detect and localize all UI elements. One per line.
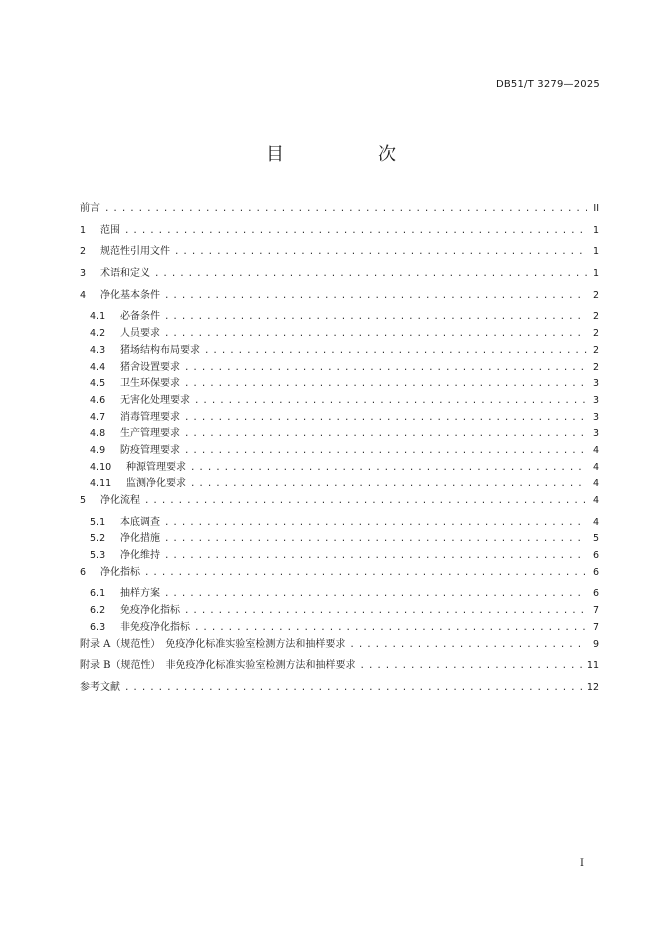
toc-entry-label: 抽样方案	[120, 588, 160, 600]
dot-leader	[124, 223, 587, 239]
toc-entry-page: 6	[592, 566, 599, 578]
toc-entry-page: 5	[592, 533, 599, 545]
toc-entry-page: 7	[592, 605, 599, 617]
toc-entry-label: 消毒管理要求	[120, 411, 180, 423]
toc-entry-label: 猪场结构布局要求	[120, 344, 200, 356]
toc-entry-number: 4.11	[90, 478, 112, 490]
toc-entry[interactable]	[80, 343, 599, 360]
toc-entry-number: 4.4	[90, 361, 106, 373]
dot-leader	[184, 603, 587, 619]
toc-entry-page: 2	[592, 344, 599, 356]
toc-entry-page: 3	[592, 378, 599, 390]
toc-entry-label: 净化指标	[100, 566, 140, 578]
dot-leader	[144, 493, 587, 509]
document-code: DB51/T 3279—2025	[495, 79, 600, 90]
toc-entry[interactable]	[80, 548, 599, 565]
toc-entry-page: 4	[592, 516, 599, 528]
toc-entry[interactable]	[80, 476, 599, 493]
dot-leader	[164, 586, 587, 602]
toc-entry-number: 4	[80, 289, 87, 301]
toc-entry-page: 4	[592, 444, 599, 456]
toc-entry[interactable]	[80, 426, 599, 443]
dot-leader	[104, 201, 587, 217]
toc-entry-label: 净化维持	[120, 550, 160, 562]
toc-entry-number: 6	[80, 566, 87, 578]
toc-entry-number: 4.8	[90, 428, 106, 440]
toc-entry-label: 净化流程	[100, 495, 140, 506]
toc-entry-label: 净化基本条件	[100, 289, 160, 301]
dot-leader	[349, 637, 587, 653]
dot-leader	[184, 426, 587, 442]
toc-entry-page: 4	[592, 478, 599, 490]
toc-entry-page: 7	[592, 621, 599, 633]
toc-entry-label: 非免疫净化指标	[120, 621, 190, 633]
toc-entry[interactable]	[80, 493, 599, 515]
toc-entry-number: 5.2	[90, 533, 106, 545]
toc-entry-label: 净化措施	[120, 533, 160, 545]
toc-entry-page: 4	[592, 461, 599, 473]
toc-entry-page: 2	[592, 289, 599, 301]
toc-entry[interactable]	[80, 201, 599, 223]
toc-entry-label: 范围	[100, 224, 120, 236]
toc-entry-number: 2	[80, 246, 87, 258]
toc-entry-number: 4.3	[90, 344, 106, 356]
toc-entry[interactable]	[80, 393, 599, 410]
toc-entry[interactable]	[80, 326, 599, 343]
dot-leader	[174, 244, 587, 260]
toc-entry-page: 3	[592, 411, 599, 423]
toc-entry-number: 5	[80, 495, 87, 506]
toc-entry-page: 9	[592, 638, 599, 650]
toc-entry[interactable]	[80, 460, 599, 477]
toc-entry[interactable]	[80, 565, 599, 587]
dot-leader	[194, 620, 587, 636]
toc-entry[interactable]	[80, 410, 599, 427]
toc-entry[interactable]	[80, 360, 599, 377]
dot-leader	[154, 266, 587, 282]
toc-entry-number: 4.1	[90, 311, 106, 323]
toc-entry[interactable]	[80, 223, 599, 245]
toc-entry-label: 免疫净化指标	[120, 605, 180, 617]
dot-leader	[184, 360, 587, 376]
toc-entry-page: 2	[592, 328, 599, 340]
toc-entry-page: II	[593, 203, 599, 214]
toc-entry[interactable]	[80, 603, 599, 620]
toc-entry-page: 6	[592, 588, 599, 600]
dot-leader	[190, 476, 587, 492]
toc-entry-page: 2	[592, 311, 599, 323]
toc-entry-label: 监测净化要求	[126, 478, 186, 490]
dot-leader	[184, 410, 587, 426]
dot-leader	[164, 515, 587, 531]
toc-entry-label: 无害化处理要求	[120, 394, 190, 406]
toc-entry-label: 附录 A（规范性） 免疫净化标准实验室检测方法和抽样要求	[80, 638, 346, 650]
toc-entry-page: 1	[592, 268, 599, 280]
toc-entry[interactable]	[80, 515, 599, 532]
toc-entry[interactable]	[80, 680, 599, 702]
toc-entry-number: 4.10	[90, 461, 112, 473]
dot-leader	[194, 393, 587, 409]
toc-entry-number: 4.6	[90, 394, 106, 406]
toc-entry[interactable]	[80, 658, 599, 680]
toc-entry-page: 4	[592, 495, 599, 506]
toc-entry[interactable]	[80, 288, 599, 310]
toc-entry-number: 6.2	[90, 605, 106, 617]
toc-entry-page: 11	[586, 660, 599, 672]
toc-entry[interactable]	[80, 531, 599, 548]
toc-entry-label: 参考文献	[80, 681, 120, 693]
toc-entry-page: 12	[586, 681, 599, 693]
toc-entry-number: 1	[80, 224, 87, 236]
dot-leader	[124, 680, 583, 696]
toc-entry-label: 术语和定义	[100, 268, 150, 280]
toc-entry-page: 1	[592, 246, 599, 258]
toc-entry-number: 4.7	[90, 411, 106, 423]
dot-leader	[164, 548, 587, 564]
toc-entry-label: 卫生环保要求	[120, 378, 180, 390]
toc-entry[interactable]	[80, 443, 599, 460]
toc-entry[interactable]	[80, 586, 599, 603]
toc-entry-page: 1	[592, 224, 599, 236]
dot-leader	[184, 376, 587, 392]
toc-entry[interactable]	[80, 266, 599, 288]
toc-entry-label: 人员要求	[120, 328, 160, 340]
dot-leader	[164, 531, 587, 547]
dot-leader	[164, 326, 587, 342]
toc-entry-page: 3	[592, 428, 599, 440]
toc-entry-label: 种源管理要求	[126, 461, 186, 473]
toc-entry-page: 6	[592, 550, 599, 562]
toc-entry-number: 4.5	[90, 378, 106, 390]
toc-entry-label: 防疫管理要求	[120, 444, 180, 456]
toc-entry-number: 4.9	[90, 444, 106, 456]
toc-entry[interactable]	[80, 309, 599, 326]
dot-leader	[204, 343, 587, 359]
dot-leader	[164, 288, 587, 304]
page-number: I	[580, 858, 584, 869]
dot-leader	[184, 443, 587, 459]
toc-entry-label: 本底调查	[120, 516, 160, 528]
dot-leader	[164, 309, 587, 325]
toc-entry-label: 规范性引用文件	[100, 246, 170, 258]
toc-entry-number: 5.1	[90, 516, 106, 528]
toc-entry-page: 2	[592, 361, 599, 373]
dot-leader	[360, 658, 583, 674]
toc-entry-label: 猪舍设置要求	[120, 361, 180, 373]
toc-entry[interactable]	[80, 376, 599, 393]
toc-entry-number: 3	[80, 268, 87, 280]
toc-entry[interactable]	[80, 620, 599, 637]
toc-entry-number: 5.3	[90, 550, 106, 562]
toc-entry[interactable]	[80, 637, 599, 659]
toc-title: 目 次	[266, 144, 434, 165]
table-of-contents	[80, 201, 599, 702]
toc-entry-number: 6.1	[90, 588, 106, 600]
toc-entry-number: 6.3	[90, 621, 106, 633]
toc-entry[interactable]	[80, 244, 599, 266]
dot-leader	[190, 460, 587, 476]
toc-entry-page: 3	[592, 394, 599, 406]
dot-leader	[144, 565, 587, 581]
toc-entry-number: 4.2	[90, 328, 106, 340]
toc-entry-label: 附录 B（规范性） 非免疫净化标准实验室检测方法和抽样要求	[80, 660, 356, 672]
toc-entry-label: 前言	[80, 203, 100, 214]
toc-entry-label: 生产管理要求	[120, 428, 180, 440]
toc-entry-label: 必备条件	[120, 311, 160, 323]
